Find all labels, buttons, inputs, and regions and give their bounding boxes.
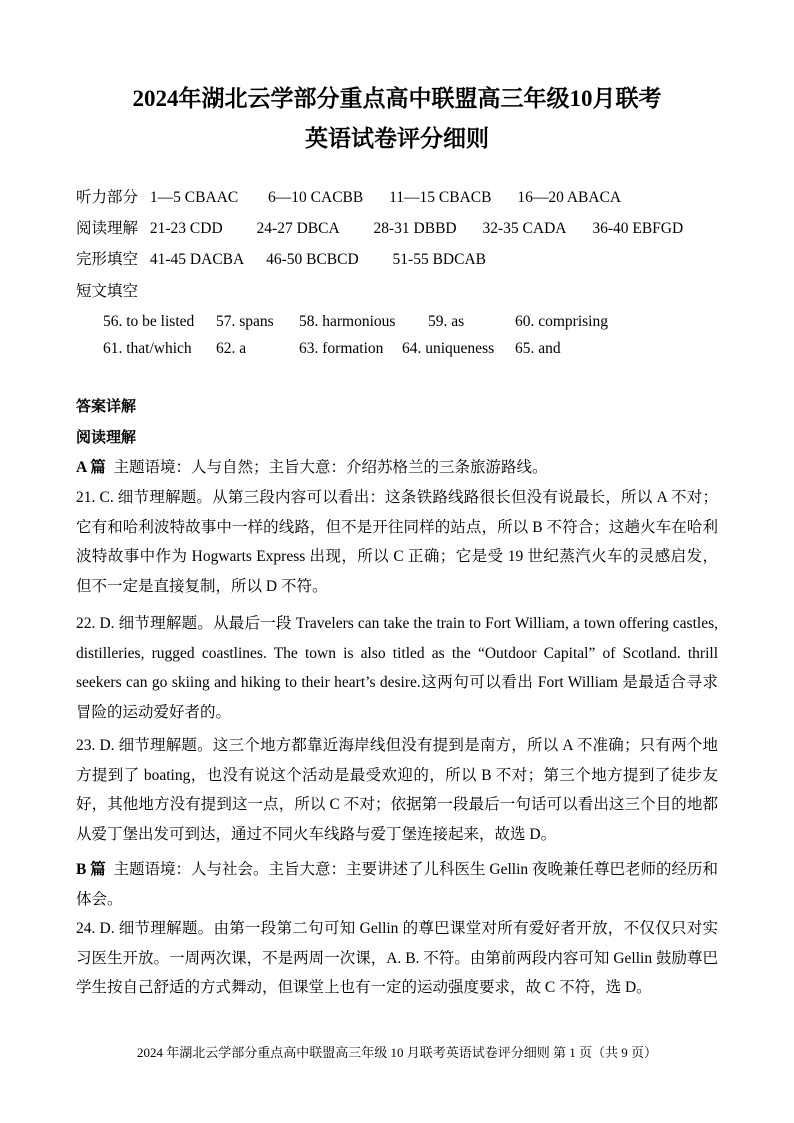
- answer-group: 6—10 CACBB: [268, 189, 364, 206]
- grammar-answer: 61. that/which: [103, 340, 192, 357]
- section-label-grammar: 短文填空: [76, 283, 139, 300]
- passage-a-summary: [76, 453, 718, 483]
- answer-group: 36-40 EBFGD: [592, 220, 684, 237]
- answer-group: 32-35 CADA: [482, 220, 567, 237]
- grammar-answer: 58. harmonious: [299, 313, 396, 330]
- passage-a-label: A 篇: [76, 459, 106, 476]
- section-label: 阅读理解: [76, 220, 139, 237]
- answer-group: 24-27 DBCA: [256, 220, 340, 237]
- answer-row-grammar-1: [103, 312, 723, 332]
- answer-row-reading: [76, 219, 683, 239]
- passage-b-label: B 篇: [76, 861, 106, 878]
- grammar-answer: 56. to be listed: [103, 313, 195, 330]
- answer-group: 16—20 ABACA: [517, 189, 622, 206]
- answer-group: 46-50 BCBCD: [266, 251, 359, 268]
- grammar-answer: 65. and: [515, 340, 561, 357]
- answer-group: 11—15 CBACB: [389, 189, 492, 206]
- passage-a-text: 主题语境：人与自然；主旨大意：介绍苏格兰的三条旅游路线。: [113, 459, 548, 476]
- grammar-answer: 62. a: [216, 340, 247, 357]
- section-heading-reading: 阅读理解: [76, 430, 137, 446]
- grammar-answer: 57. spans: [216, 313, 274, 330]
- section-label: 完形填空: [76, 251, 139, 268]
- section-heading-details: 答案详解: [76, 399, 137, 415]
- document-subtitle: 英语试卷评分细则: [305, 126, 489, 151]
- passage-b-summary: [76, 855, 718, 914]
- document-title: 2024年湖北云学部分重点高中联盟高三年级10月联考: [132, 86, 662, 111]
- answer-group: 21-23 CDD: [149, 220, 223, 237]
- answer-row-grammar-2: [103, 339, 723, 359]
- answer-group: 28-31 DBBD: [373, 220, 457, 237]
- explanation-q23: 23. D. 细节理解题。这三个地方都靠近海岸线但没有提到是南方，所以 A 不准确；只有两个地方提到了 boating，也没有说这个活动是最受欢迎的，所以 B 不对；第三个地方提到了徒步友好，其他地方没有提到这一点，所以 C 不对；依据第一段最后一句话可以看出这三个目的地都从爱丁堡出发可到达，通过不同火车线路与爱丁堡连接起来，故选 D。: [76, 737, 718, 843]
- answer-group: 41-45 DACBA: [149, 251, 245, 268]
- grammar-answer: 63. formation: [299, 340, 384, 357]
- explanation-q21: 21. C. 细节理解题。从第三段内容可以看出：这条铁路线路很长但没有说最长，所以 A 不对；它有和哈利波特故事中一样的线路，但不是开往同样的站点，所以 B 不符合；这趟火车在哈利波特故事中作为 Hogwarts Express 出现，所以 C 正确；它是受 19 世纪蒸汽火车的灵感启发，但不一定是直接复制，所以 D 不符。: [76, 489, 718, 595]
- passage-b-text: 主题语境：人与社会。主旨大意：主要讲述了儿科医生 Gellin 夜晚兼任尊巴老师的经历和体会。: [76, 861, 719, 908]
- section-label: 听力部分: [76, 189, 139, 206]
- answer-row-cloze: [76, 250, 486, 270]
- answer-group: 51-55 BDCAB: [392, 251, 486, 268]
- answer-row-listening: [76, 188, 621, 208]
- answer-group: 1—5 CBAAC: [149, 189, 239, 206]
- page-footer: 2024 年湖北云学部分重点高中联盟高三年级 10 月联考英语试卷评分细则 第 1 页（共 9 页）: [136, 1045, 657, 1060]
- grammar-answer: 59. as: [428, 313, 465, 330]
- explanation-q22: 22. D. 细节理解题。从最后一段 Travelers can take the train to Fort William, a town offering castles, distilleries, rugged coastlines. The town is also titled as the “Outdoor Capital” of Scotland. thrill seekers can go skiing and hiking to their heart’s desire.这两句可以看出 Fort William 是最适合寻求冒险的运动爱好者的。: [76, 615, 718, 721]
- explanation-q24: 24. D. 细节理解题。由第一段第二句可知 Gellin 的尊巴课堂对所有爱好者开放，不仅仅只对实习医生开放。一周两次课，不是两周一次课，A. B. 不符。由第前两段内容可知 Gellin 鼓励尊巴学生按自己舒适的方式舞动，但课堂上也有一定的运动强度要求，故 C 不符，选 D。: [76, 920, 718, 996]
- grammar-answer: 60. comprising: [515, 313, 608, 330]
- grammar-answer: 64. uniqueness: [402, 340, 495, 357]
